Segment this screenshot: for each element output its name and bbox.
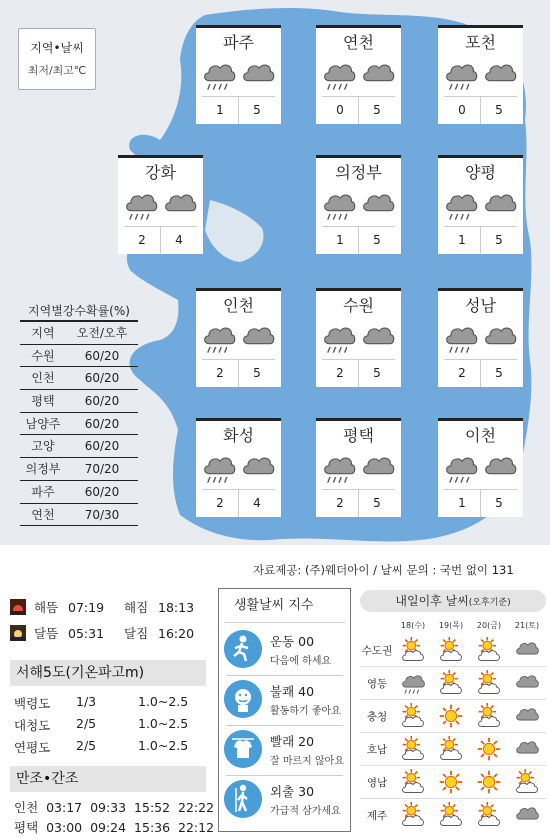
partly-cloudy-icon xyxy=(394,703,432,729)
life-index-item xyxy=(222,728,347,774)
region-cell: 연천 xyxy=(31,507,55,522)
outlook-note: (오후기준) xyxy=(468,598,511,608)
city-name: 포천 xyxy=(465,33,496,52)
region-cell: 남양주 xyxy=(25,416,61,431)
min-temp: 2 xyxy=(444,360,481,387)
min-temp: 0 xyxy=(444,97,481,124)
max-temp: 5 xyxy=(373,233,381,247)
partly-cloudy-icon xyxy=(470,637,508,663)
outlook-row xyxy=(360,733,546,765)
sun-value-1: 05:31 xyxy=(68,625,105,641)
sun-icon xyxy=(432,769,470,795)
city-card xyxy=(118,155,203,254)
index-description: 활동하기 좋아요 xyxy=(270,706,341,717)
probability-cell: 60/20 xyxy=(84,439,120,454)
sunrise-icon xyxy=(10,599,26,615)
rain-cloud-icon xyxy=(201,451,237,489)
city-card xyxy=(316,418,401,517)
probability-title: 지역별강수확률(%) xyxy=(20,300,138,322)
cloud-icon xyxy=(482,58,518,96)
city-card xyxy=(316,155,401,254)
city-card xyxy=(316,25,401,124)
partly-cloudy-icon xyxy=(432,637,470,663)
tides-section-title: 만조•간조 xyxy=(10,766,206,792)
col-am-pm: 오전/오후 xyxy=(76,326,128,340)
partly-cloudy-icon xyxy=(432,670,470,696)
max-temp: 5 xyxy=(495,233,503,247)
probability-cell: 60/20 xyxy=(84,416,120,431)
min-temp: 1 xyxy=(202,97,239,124)
region-cell: 인천 xyxy=(31,371,55,386)
city-name: 성남 xyxy=(465,296,496,315)
outlook-day: 19(목) xyxy=(438,621,464,630)
sun-icon xyxy=(470,769,508,795)
min-temp: 2 xyxy=(202,360,239,387)
outlook-row xyxy=(360,700,546,732)
sun-label-2: 해짐 xyxy=(124,600,149,615)
outlook-row xyxy=(360,667,546,699)
partly-cloudy-icon xyxy=(394,802,432,828)
probability-cell: 60/20 xyxy=(84,394,120,409)
sun-value-1: 07:19 xyxy=(68,599,105,615)
divider xyxy=(226,725,343,726)
min-temp: 2 xyxy=(202,490,239,517)
divider xyxy=(226,775,343,776)
island-temp: 2/5 xyxy=(76,716,97,731)
index-name: 외출 30 xyxy=(270,784,315,799)
rain-cloud-icon xyxy=(321,58,357,96)
index-name: 운동 00 xyxy=(270,634,315,649)
region-cell: 평택 xyxy=(31,394,55,409)
cloud-icon xyxy=(508,670,546,696)
index-description: 가급적 삼가세요 xyxy=(270,806,341,817)
probability-cell: 60/20 xyxy=(84,348,120,363)
legend-title: 지역•날씨 xyxy=(30,41,84,55)
table-row xyxy=(20,390,138,413)
rain-cloud-icon xyxy=(123,188,159,226)
max-temp: 5 xyxy=(373,366,381,380)
probability-cell: 60/20 xyxy=(84,371,120,386)
city-card xyxy=(196,418,281,517)
probability-cell: 60/20 xyxy=(84,484,120,499)
city-card xyxy=(438,288,523,387)
cloud-icon xyxy=(508,736,546,762)
life-index-item xyxy=(222,778,347,824)
partly-cloudy-icon xyxy=(470,802,508,828)
max-temp: 5 xyxy=(495,103,503,117)
sun-moon-row xyxy=(10,624,194,642)
rain-cloud-icon xyxy=(443,451,479,489)
island-temp: 2/5 xyxy=(76,738,97,753)
waves-section-title: 서해5도(기온파고m) xyxy=(10,660,206,686)
city-card xyxy=(196,25,281,124)
island-name: 연평도 xyxy=(14,740,51,755)
cloud-icon xyxy=(162,188,198,226)
life-index-item xyxy=(222,628,347,674)
city-name: 화성 xyxy=(223,426,254,445)
city-name: 평택 xyxy=(343,426,374,445)
table-row xyxy=(20,413,138,436)
cloud-icon xyxy=(360,58,396,96)
partly-cloudy-icon xyxy=(470,703,508,729)
face-icon xyxy=(224,680,262,718)
city-name: 인천 xyxy=(223,296,254,315)
max-temp: 5 xyxy=(253,103,261,117)
index-name: 빨래 20 xyxy=(270,734,315,749)
sun-label-1: 달뜸 xyxy=(34,626,59,641)
sun-label-1: 해뜸 xyxy=(34,600,59,615)
partly-cloudy-icon xyxy=(470,670,508,696)
cloud-icon xyxy=(240,58,276,96)
cloud-icon xyxy=(360,321,396,359)
cloud-icon xyxy=(240,321,276,359)
outlook-day: 21(토) xyxy=(514,621,540,630)
island-temp: 1/3 xyxy=(76,694,97,709)
outlook-region: 제주 xyxy=(366,809,388,822)
sun-value-2: 16:20 xyxy=(158,625,195,641)
cloud-icon xyxy=(508,703,546,729)
island-name: 백령도 xyxy=(14,696,51,711)
max-temp: 4 xyxy=(175,233,183,247)
city-card xyxy=(438,155,523,254)
probability-header-row xyxy=(20,322,138,345)
moonrise-icon xyxy=(10,625,26,641)
sun-icon xyxy=(432,703,470,729)
region-cell: 수원 xyxy=(31,348,55,363)
partly-cloudy-icon xyxy=(394,637,432,663)
tide-row: 평택 03:00 09:24 15:36 22:12 xyxy=(14,820,215,835)
divider xyxy=(226,675,343,676)
sun-icon xyxy=(470,736,508,762)
wave-height: 1.0~2.5 xyxy=(138,738,189,753)
city-name: 이천 xyxy=(465,426,496,445)
rain-cloud-icon xyxy=(443,321,479,359)
sun-moon-row xyxy=(10,598,194,616)
walking-icon xyxy=(224,780,262,818)
sun-label-2: 달짐 xyxy=(124,626,149,641)
rain-cloud-icon xyxy=(321,321,357,359)
outlook-row xyxy=(360,634,546,666)
running-icon xyxy=(224,630,262,668)
partly-cloudy-icon xyxy=(432,802,470,828)
outlook-title: 내일이후 날씨 xyxy=(395,594,469,608)
outlook-day: 18(수) xyxy=(400,621,426,630)
cloud-icon xyxy=(508,802,546,828)
sun-value-2: 18:13 xyxy=(158,599,195,615)
min-temp: 0 xyxy=(322,97,359,124)
rain-cloud-icon xyxy=(201,58,237,96)
min-temp: 1 xyxy=(444,227,481,254)
outlook-region: 수도권 xyxy=(361,644,393,657)
cloud-icon xyxy=(482,321,518,359)
outlook-region: 영남 xyxy=(366,776,388,789)
shirt-icon xyxy=(224,730,262,768)
min-temp: 2 xyxy=(322,360,359,387)
rain-cloud-icon xyxy=(321,188,357,226)
max-temp: 5 xyxy=(373,103,381,117)
partly-cloudy-icon xyxy=(394,736,432,762)
wave-height: 1.0~2.5 xyxy=(138,716,189,731)
outlook-header xyxy=(360,590,546,612)
max-temp: 5 xyxy=(495,496,503,510)
index-description: 잘 마르지 않아요 xyxy=(270,756,344,767)
max-temp: 4 xyxy=(253,496,261,510)
min-temp: 1 xyxy=(322,227,359,254)
outlook-region: 충청 xyxy=(366,710,388,723)
min-temp: 1 xyxy=(444,490,481,517)
index-description: 다음에 하세요 xyxy=(270,656,332,667)
cloud-icon xyxy=(482,451,518,489)
city-name: 파주 xyxy=(223,33,254,52)
table-row xyxy=(20,367,138,390)
life-index-title: 생활날씨 지수 xyxy=(224,589,345,623)
cloud-icon xyxy=(508,637,546,663)
partly-cloudy-icon xyxy=(394,769,432,795)
outlook-region: 호남 xyxy=(366,743,388,756)
probability-cell: 70/30 xyxy=(84,507,120,522)
outlook-day: 20(금) xyxy=(476,621,502,630)
probability-cell: 70/20 xyxy=(84,462,120,477)
max-temp: 5 xyxy=(253,366,261,380)
rain-cloud-icon xyxy=(394,670,432,696)
partly-cloudy-icon xyxy=(508,769,546,795)
city-card xyxy=(438,25,523,124)
city-card xyxy=(316,288,401,387)
cloud-icon xyxy=(240,451,276,489)
partly-cloudy-icon xyxy=(432,736,470,762)
city-card xyxy=(438,418,523,517)
min-temp: 2 xyxy=(322,490,359,517)
city-card xyxy=(196,288,281,387)
wave-height: 1.0~2.5 xyxy=(138,694,189,709)
outlook-row xyxy=(360,766,546,798)
rain-cloud-icon xyxy=(443,188,479,226)
table-row xyxy=(20,435,138,458)
outlook-region: 영동 xyxy=(366,677,388,690)
tide-row: 인천 03:17 09:33 15:52 22:22 xyxy=(14,800,215,815)
region-cell: 파주 xyxy=(31,484,55,499)
data-source-credit: 자료제공: (주)웨더아이 / 날씨 문의 : 국번 없이 131 xyxy=(253,563,514,577)
city-name: 연천 xyxy=(343,33,374,52)
cloud-icon xyxy=(360,451,396,489)
cloud-icon xyxy=(360,188,396,226)
table-row xyxy=(20,458,138,481)
min-temp: 2 xyxy=(124,227,161,254)
legend-units: 최저/최고℃ xyxy=(27,64,87,77)
region-cell: 고양 xyxy=(31,439,55,454)
cloud-icon xyxy=(482,188,518,226)
max-temp: 5 xyxy=(495,366,503,380)
max-temp: 5 xyxy=(373,496,381,510)
outlook-row xyxy=(360,799,546,831)
region-cell: 의정부 xyxy=(25,462,61,477)
rain-cloud-icon xyxy=(201,321,237,359)
city-name: 의정부 xyxy=(335,163,382,182)
precipitation-probability-table xyxy=(20,300,138,526)
city-name: 양평 xyxy=(465,163,496,182)
table-row xyxy=(20,345,138,368)
weekly-outlook xyxy=(360,590,546,836)
island-name: 대청도 xyxy=(14,718,51,733)
city-name: 수원 xyxy=(343,296,374,315)
map-legend xyxy=(18,28,96,90)
col-region: 지역 xyxy=(31,326,55,340)
life-index-item xyxy=(222,678,347,724)
table-row xyxy=(20,481,138,504)
rain-cloud-icon xyxy=(321,451,357,489)
table-row xyxy=(20,504,138,527)
city-name: 강화 xyxy=(145,163,176,182)
rain-cloud-icon xyxy=(443,58,479,96)
index-name: 불쾌 40 xyxy=(270,684,315,699)
